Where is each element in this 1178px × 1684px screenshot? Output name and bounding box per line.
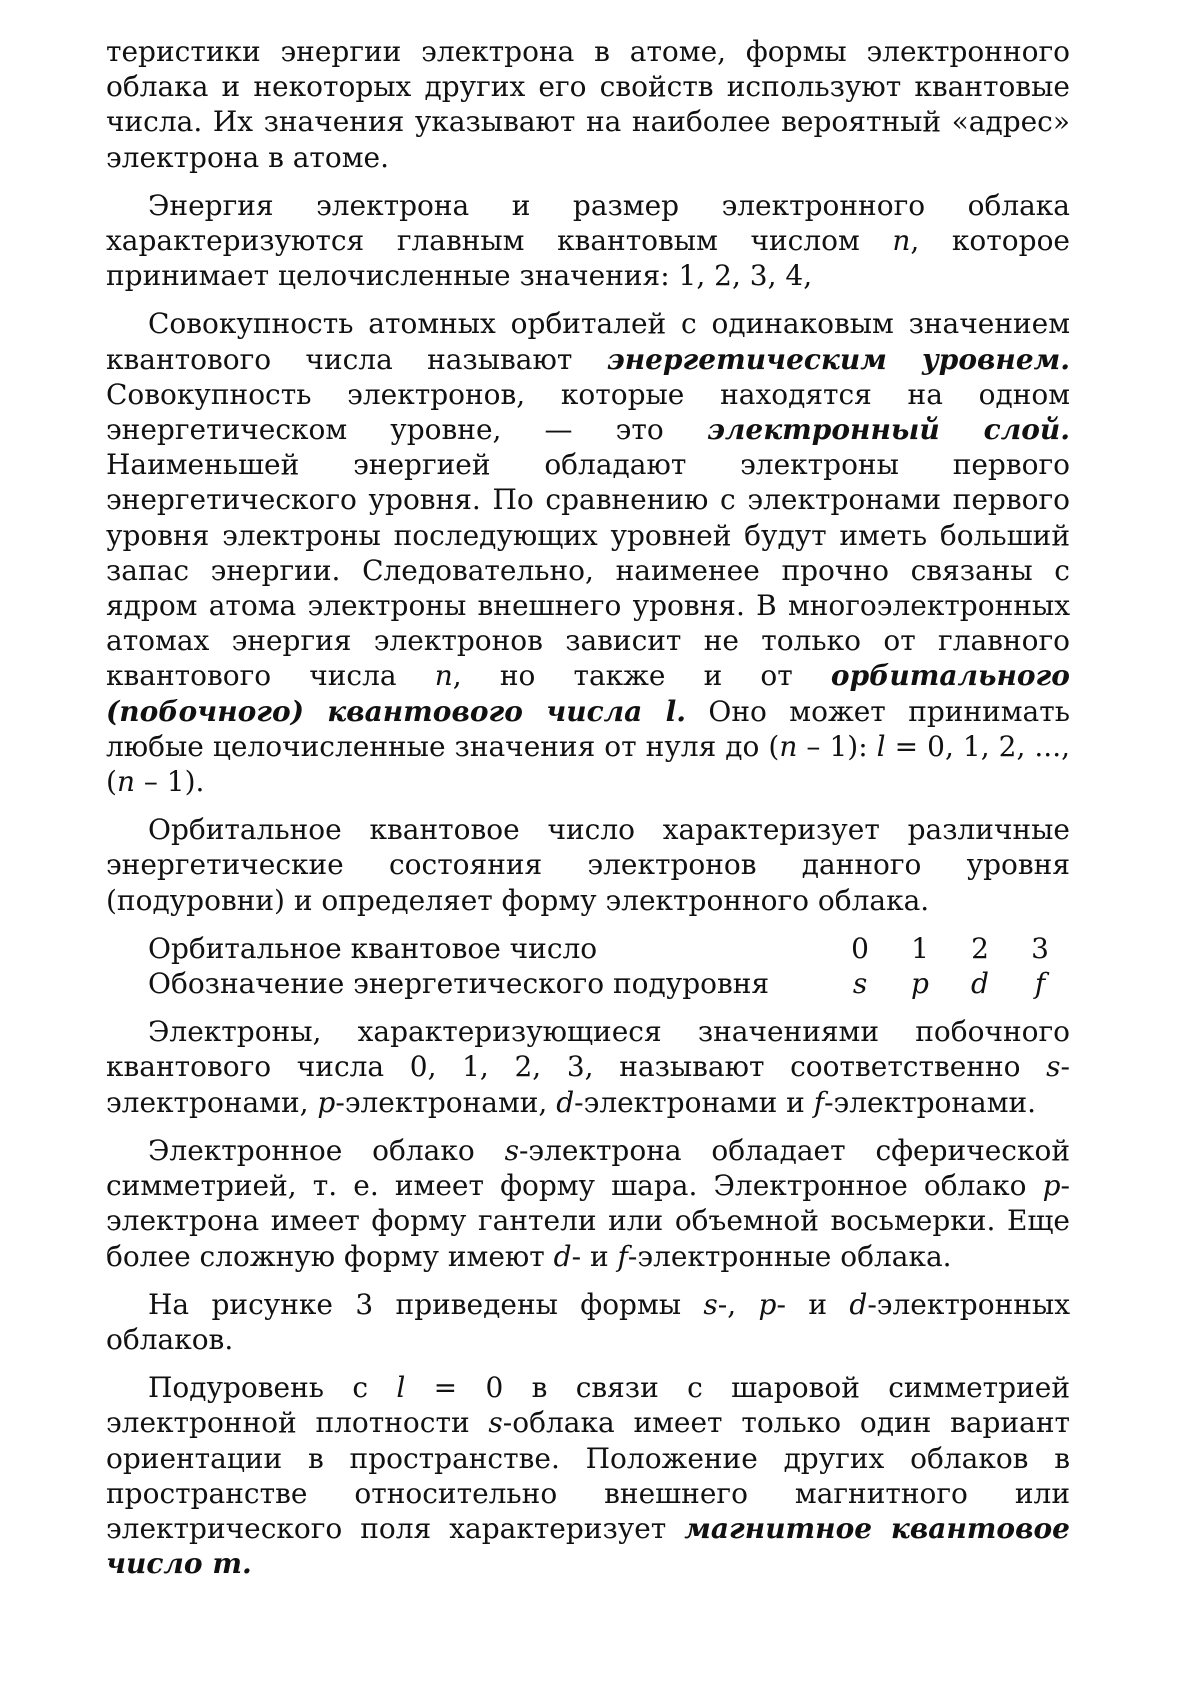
row-value: 2 (971, 931, 989, 965)
orbital-quantum-number-table (148, 931, 1070, 1001)
row-value: 0 (851, 931, 869, 965)
italic-symbol: s (703, 1287, 718, 1321)
body-text: -электронами, (106, 1050, 1070, 1119)
orbital-table-row (148, 931, 1070, 966)
body-text: -электронами и (574, 1085, 814, 1119)
body-text: -облака имеет только один вариант ориентации в пространстве. Положение других облаков в пространстве относительно внешнего магнитного или электрического поля характеризует (106, 1406, 1070, 1545)
row-value: f (1034, 967, 1046, 1001)
italic-symbol: l (396, 1371, 406, 1405)
body-paragraph (106, 306, 1070, 799)
italic-symbol: f (617, 1239, 628, 1273)
body-text: Подуровень с (148, 1371, 397, 1405)
italic-symbol: n (434, 659, 453, 693)
row-value: p (911, 967, 929, 1001)
row-label: Обозначение энергетического подуровня (148, 967, 770, 1001)
italic-symbol: d (849, 1287, 868, 1321)
italic-symbol: s (504, 1133, 519, 1167)
italic-symbol: p (317, 1085, 336, 1119)
body-text: - и (776, 1287, 850, 1321)
row-label: Орбитальное квантовое число (148, 931, 598, 965)
body-text: -электронных облаков. (106, 1287, 1070, 1356)
row-value: 1 (911, 931, 929, 965)
body-text: = 0, 1, 2, ..., ( (106, 729, 1071, 799)
body-text: Наименьшей энергией обладают электроны первого энергетического уровня. По сравнению с электронами первого уровня электроны последующих уровней будут иметь больший запас энергии. Следовательно, наименее прочно связаны с ядром атома электроны внешнего уровня. В многоэлектронных атомах энергия электронов зависит не только от главного квантового числа (106, 448, 1070, 693)
body-paragraph (106, 188, 1070, 294)
body-text: , которое принимает целочисленные значения: 1, 2, 3, 4, (106, 224, 1070, 293)
italic-symbol: l (876, 729, 886, 763)
body-text: Электронное облако (148, 1133, 505, 1167)
body-text: – 1). (134, 765, 205, 799)
body-text: Совокупность атомных орбиталей с одинаковым значением квантового числа называют (106, 307, 1070, 376)
body-text: - и (571, 1239, 618, 1273)
body-paragraph (106, 812, 1070, 918)
italic-symbol: f (813, 1085, 825, 1119)
body-text: На рисунке 3 приведены формы (148, 1287, 704, 1321)
body-text: Энергия электрона и размер электронного облака характеризуются главным квантовым числом (106, 188, 1070, 258)
italic-symbol: p (758, 1287, 777, 1321)
body-paragraph (106, 1014, 1070, 1120)
body-paragraph (106, 1370, 1070, 1581)
term-text: магнитное квантовое число m. (106, 1511, 1070, 1581)
term-text: энергетическим уровнем. (606, 342, 1071, 376)
italic-symbol: n (779, 729, 798, 763)
body-text: -электронные облака. (627, 1239, 952, 1273)
body-text: Орбитальное квантовое число характеризует различные энергетические состояния электронов данного уровня (подуровни) и определяет форму электронного облака. (106, 813, 1070, 917)
italic-symbol: s (488, 1406, 503, 1440)
body-paragraph (106, 1287, 1070, 1357)
body-text: теристики энергии электрона в атоме, формы электронного облака и некоторых других его свойств используют квантовые числа. Их значения указывают на наиболее вероятный «адрес» электрона в атоме. (106, 35, 1070, 174)
text-block-before-table (106, 34, 1070, 918)
row-value: 3 (1031, 931, 1049, 965)
body-text: -электрона обладает сферической симметрией, т. е. имеет форму шара. Электронное облако (106, 1133, 1070, 1203)
row-value: s (852, 967, 868, 1001)
italic-symbol: n (892, 224, 911, 258)
body-text: -, (717, 1287, 759, 1321)
body-text: Совокупность электронов, которые находятся на одном энергетическом уровне, — это (106, 377, 1070, 447)
body-text: – 1): (797, 729, 877, 763)
body-text: Электроны, характеризующиеся значениями побочного квантового числа 0, 1, 2, 3, называют соответственно (106, 1015, 1070, 1084)
term-text: электронный слой. (706, 413, 1070, 447)
body-text: -электронами, (335, 1085, 557, 1119)
textbook-page (106, 34, 1070, 1594)
body-text: Оно может принимать любые целочисленные значения от нуля до ( (106, 694, 1070, 763)
body-text: -электронами. (824, 1085, 1037, 1119)
body-paragraph (106, 1133, 1070, 1274)
term-text: орбитального (побочного) квантового числа l. (106, 659, 1070, 728)
body-text: , но также и от (452, 659, 831, 693)
body-text: = 0 в связи с шаровой симметрией электронной плотности (106, 1371, 1070, 1440)
italic-symbol: n (116, 765, 135, 799)
italic-symbol: s (1046, 1050, 1061, 1084)
row-value: d (971, 967, 989, 1001)
body-paragraph (106, 34, 1070, 175)
italic-symbol: p (1042, 1169, 1061, 1203)
orbital-table-row (148, 966, 1070, 1001)
body-text: -электрона имеет форму гантели или объемной восьмерки. Еще более сложную форму имеют (106, 1169, 1070, 1273)
italic-symbol: d (553, 1239, 572, 1273)
italic-symbol: d (556, 1085, 575, 1119)
text-block-after-table (106, 1014, 1070, 1581)
